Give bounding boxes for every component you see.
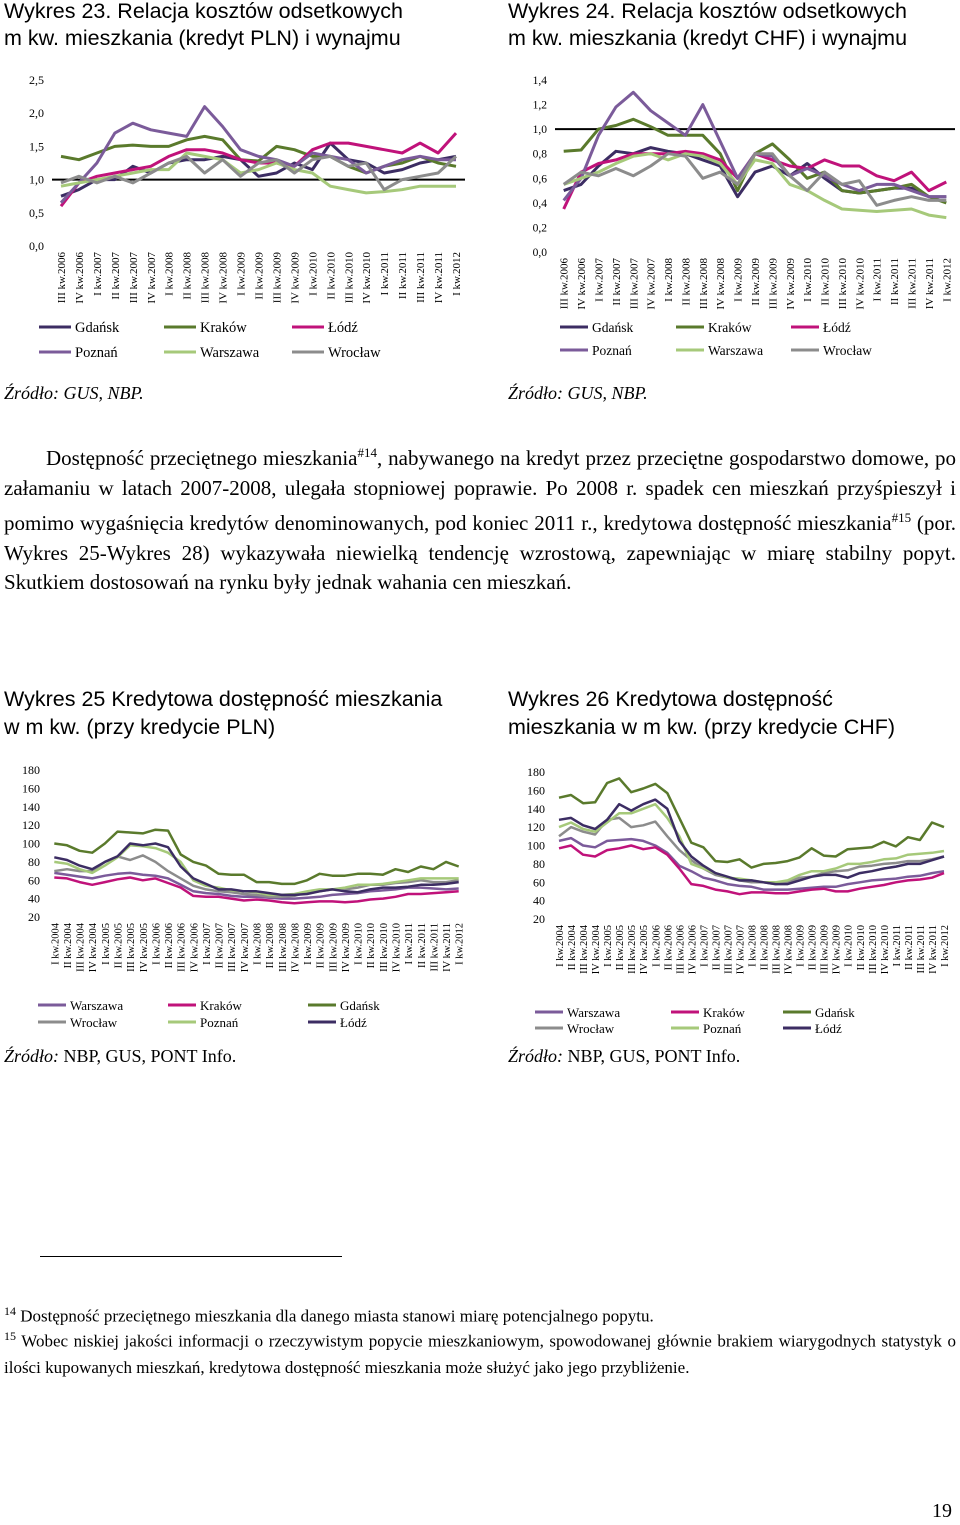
x-tick-label: III kw.2007 [628,258,641,310]
y-tick-label: 180 [527,765,545,779]
legend-label: Gdańsk [340,998,380,1013]
legend-label: Łódź [328,320,358,336]
legend-label: Kraków [703,1005,745,1020]
x-tick-label: IV kw.2007 [645,258,658,310]
legend-label: Kraków [200,320,247,336]
y-tick-label: 80 [533,856,545,871]
x-tick-label: I kw.2011 [379,252,392,296]
chart-w25 [0,760,480,1050]
x-tick-label: I kw.2012 [451,252,464,296]
legend-label: Gdańsk [592,320,634,335]
x-tick-label: III kw.2004 [579,925,591,974]
legend-label: Warszawa [708,343,764,358]
x-tick-label: II kw.2009 [315,923,327,969]
series-line-Poznań [564,92,947,200]
y-tick-label: 2,5 [29,73,44,87]
series-line-Gdańsk [559,778,944,867]
source-w23: Źródło: GUS, NBP. [4,383,144,403]
x-tick-label: II kw.2004 [62,923,74,969]
y-tick-label: 1,0 [532,124,547,137]
y-tick-label: 100 [527,838,545,853]
y-tick-label: 60 [533,875,545,890]
x-tick-label: IV kw.2009 [831,925,843,975]
legend-label: Poznań [703,1021,742,1036]
legend-label: Wrocław [567,1021,615,1036]
x-tick-label: I kw.2010 [843,925,855,967]
x-tick-label: I kw.2008 [747,925,759,967]
legend-label: Łódź [815,1021,842,1036]
x-tick-label: IV kw.2010 [879,925,891,975]
x-tick-label: III kw.2009 [271,252,284,304]
source-w25: Źródło: NBP, GUS, PONT Info. [4,1046,237,1066]
x-tick-label: IV kw.2008 [783,925,795,975]
x-tick-label: II kw.2007 [109,252,122,300]
y-tick-label: 40 [533,893,545,908]
y-tick-label: 80 [28,854,40,869]
x-tick-label: III kw.2011 [429,923,441,972]
source-w24: Źródło: GUS, NBP. [508,383,648,403]
y-tick-label: 1,2 [532,99,547,112]
chart-title-w25: Wykres 25 Kredytowa dostępność mieszkania w m kw. (przy kredycie PLN) [4,687,443,739]
x-tick-label: I kw.2011 [871,258,884,302]
x-tick-label: IV kw.2011 [923,258,936,310]
footnote-separator [40,1256,342,1257]
y-tick-label: 20 [28,910,40,924]
legend-label: Łódź [340,1015,367,1030]
legend-label: Łódź [823,320,851,335]
x-tick-label: III kw.2005 [126,923,138,972]
x-tick-label: III kw.2008 [199,252,212,304]
x-tick-label: II kw.2009 [253,252,266,300]
chart-w23 [0,66,480,366]
x-tick-label: II kw.2009 [750,258,762,306]
x-tick-label: III kw.2008 [277,923,289,972]
legend-label: Kraków [708,320,752,335]
x-tick-label: IV kw.2011 [433,252,446,304]
x-tick-label: III kw.2010 [867,925,879,974]
x-tick-label: IV kw.2008 [217,252,230,304]
legend-label: Gdańsk [75,320,120,336]
x-tick-label: I kw.2005 [603,925,615,967]
y-tick-label: 100 [22,836,40,851]
x-tick-label: II kw.2008 [680,258,693,306]
x-tick-label: IV kw.2006 [189,923,201,973]
legend-label: Warszawa [70,998,124,1013]
legend-label: Gdańsk [815,1005,855,1020]
x-tick-label: I kw.2006 [651,925,663,967]
x-tick-label: III kw.2008 [697,258,710,310]
y-tick-label: 160 [527,783,545,798]
x-tick-label: I kw.2011 [404,923,416,965]
y-tick-label: 0,0 [532,247,547,259]
x-tick-label: II kw.2010 [325,252,338,300]
x-tick-label: II kw.2008 [265,923,277,969]
y-tick-label: 1,5 [29,139,44,154]
x-tick-label: I kw.2009 [235,251,248,296]
y-tick-label: 0,0 [29,239,44,253]
y-tick-label: 120 [527,820,545,835]
x-tick-label: I kw.2012 [454,923,466,965]
x-tick-label: II kw.2011 [416,923,428,969]
x-tick-label: IV kw.2008 [290,923,302,973]
x-tick-label: IV kw.2008 [715,258,728,310]
x-tick-label: I kw.2006 [151,923,163,965]
x-tick-label: I kw.2008 [252,923,264,965]
legend-label: Kraków [200,998,242,1013]
x-tick-label: IV kw.2007 [735,925,747,975]
x-tick-label: I kw.2009 [795,925,807,967]
x-tick-label: III kw.2004 [75,923,87,972]
footnote-14: $^{14}$ Dostępność przeciętnego mieszkania dla danego miasta stanowi miarę potencjalnego popytu. [4,1304,654,1326]
series-line-Kraków [61,136,456,173]
x-tick-label: I kw.2005 [100,923,112,965]
x-tick-label: IV kw.2009 [340,923,352,973]
page-number: 19 [932,1500,952,1522]
y-tick-label: 40 [28,891,40,906]
body-paragraph: Dostępność przeciętnego mieszkania$^{\#14}$, nabywanego na kredyt przez przeciętne gospodarstwo domowe, po załamaniu w latach 2007-2008, ulegała stopniowej poprawie. Po 2008 r. spadek cen mieszkań przyśpieszył i pomimo wygaśnięcia kredytów denominowanych, pod koniec 2011 r., kredytowa dostępność mieszkania$^{\#15}$ (por. Wykres 25-Wykres 28) wykazywała niewielką tendencję wzrostową, zapewniając w miarę stabilny popyt. Skutkiem dostosowań na rynku były jednak wahania cen mieszkań. [4,445,957,594]
x-tick-label: II kw.2011 [903,925,915,971]
chart-w26 [505,760,955,1050]
x-tick-label: I kw.2012 [939,925,951,967]
x-tick-label: III kw.2010 [836,258,849,310]
x-tick-label: I kw.2009 [303,923,315,965]
x-tick-label: III kw.2008 [771,925,783,974]
y-tick-label: 20 [533,912,545,926]
x-tick-label: IV kw.2005 [639,925,651,975]
chart-title-w26: Wykres 26 Kredytowa dostępność mieszkania w m kw. (przy kredycie CHF) [508,687,896,739]
x-tick-label: I kw.2012 [941,258,954,302]
x-tick-label: III kw.2007 [227,923,239,972]
chart-w24 [505,66,955,366]
x-tick-label: II kw.2005 [113,923,125,969]
legend-label: Poznań [200,1015,239,1030]
y-tick-label: 140 [22,799,40,814]
y-tick-label: 1,4 [532,75,547,87]
x-tick-label: III kw.2009 [819,925,831,974]
legend-label: Wrocław [823,343,872,358]
x-tick-label: IV kw.2010 [854,258,867,310]
x-tick-label: II kw.2010 [366,923,378,969]
x-tick-label: I kw.2008 [663,258,676,302]
y-tick-label: 120 [22,818,40,833]
x-tick-label: III kw.2006 [675,925,687,974]
x-tick-label: IV kw.2006 [687,925,699,975]
x-tick-label: IV kw.2006 [576,258,589,310]
x-tick-label: II kw.2006 [663,925,675,971]
x-tick-label: I kw.2010 [353,923,365,965]
x-tick-label: III kw.2006 [558,258,571,310]
x-tick-label: II kw.2005 [615,925,627,971]
x-tick-label: III kw.2007 [723,925,735,974]
x-tick-label: II kw.2008 [759,925,771,971]
x-tick-label: II kw.2011 [889,258,902,306]
series-line-Wrocław [559,818,944,884]
x-tick-label: III kw.2009 [328,923,340,972]
y-tick-label: 160 [22,781,40,796]
x-tick-label: II kw.2009 [807,925,819,971]
footnote-ref-14[interactable]: #14 [357,445,378,460]
x-tick-label: IV kw.2009 [784,258,797,310]
x-tick-label: III kw.2010 [378,923,390,972]
x-tick-label: I kw.2007 [699,925,711,967]
x-tick-label: IV kw.2011 [442,923,454,972]
x-tick-label: III kw.2007 [127,252,140,304]
x-tick-label: IV kw.2011 [927,925,939,974]
y-tick-label: 0,5 [29,205,44,220]
y-tick-label: 0,8 [532,148,547,161]
x-tick-label: I kw.2007 [91,252,104,296]
legend-label: Wrocław [328,345,381,361]
legend-label: Poznań [75,345,118,361]
legend-label: Warszawa [567,1005,621,1020]
footnote-15: $^{15}$ Wobec niskiej jakości informacji o rzeczywistym popycie mieszkaniowym, spowodowanej głównie brakiem wiarygodnych statystyk o ilości kupowanych mieszkań, kredytowa dostępność mieszkania może służyć jako jego przybliżenie. [4,1329,956,1377]
x-tick-label: III kw.2005 [627,925,639,974]
x-tick-label: II kw.2007 [711,925,723,971]
legend-label: Wrocław [70,1015,118,1030]
x-tick-label: IV kw.2007 [145,252,158,304]
y-tick-label: 2,0 [29,106,44,121]
series-line-Poznań [61,107,456,203]
x-tick-label: IV kw.2006 [73,252,86,304]
x-tick-label: III kw.2011 [906,258,919,309]
y-tick-label: 140 [527,801,545,816]
x-tick-label: IV kw.2004 [88,923,100,973]
x-tick-label: I kw.2010 [802,258,815,302]
x-tick-label: III kw.2011 [415,252,428,303]
x-tick-label: III kw.2006 [55,252,68,304]
y-tick-label: 0,6 [532,173,547,186]
y-tick-label: 0,2 [532,222,547,235]
y-tick-label: 180 [22,763,40,777]
x-tick-label: I kw.2007 [201,923,213,965]
chart-title-w24: Wykres 24. Relacja kosztów odsetkowych m kw. mieszkania (kredyt CHF) i wynajmu [508,0,908,50]
x-tick-label: I kw.2008 [163,252,176,296]
x-tick-label: II kw.2008 [181,252,194,300]
chart-title-w23: Wykres 23. Relacja kosztów odsetkowych m kw. mieszkania (kredyt PLN) i wynajmu [4,0,403,50]
x-tick-label: IV kw.2009 [289,252,302,304]
x-tick-label: III kw.2009 [767,258,780,310]
x-tick-label: IV kw.2004 [591,925,603,975]
x-tick-label: III kw.2006 [176,923,188,972]
y-tick-label: 60 [28,873,40,888]
legend-label: Warszawa [200,345,260,361]
x-tick-label: I kw.2009 [732,258,745,302]
y-tick-label: 1,0 [29,172,44,187]
x-tick-label: III kw.2011 [915,925,927,974]
x-tick-label: II kw.2004 [567,925,579,971]
x-tick-label: IV kw.2010 [361,252,374,304]
x-tick-label: I kw.2011 [891,925,903,967]
x-tick-label: IV kw.2005 [138,923,150,973]
y-tick-label: 0,4 [532,197,547,210]
x-tick-label: II kw.2011 [397,252,410,300]
source-w26: Źródło: NBP, GUS, PONT Info. [508,1046,741,1066]
x-tick-label: II kw.2007 [214,923,226,969]
x-tick-label: II kw.2010 [855,925,867,971]
x-tick-label: I kw.2007 [593,258,606,302]
legend-label: Poznań [592,343,632,358]
x-tick-label: II kw.2010 [819,258,832,306]
x-tick-label: IV kw.2010 [391,923,403,973]
x-tick-label: I kw.2004 [50,923,62,965]
x-tick-label: II kw.2006 [164,923,176,969]
x-tick-label: IV kw.2007 [239,923,251,973]
x-tick-label: I kw.2004 [555,925,567,967]
x-tick-label: I kw.2010 [307,252,320,296]
footnote-ref-15[interactable]: #15 [891,510,912,525]
x-tick-label: III kw.2010 [343,252,356,304]
x-tick-label: II kw.2007 [610,258,623,306]
